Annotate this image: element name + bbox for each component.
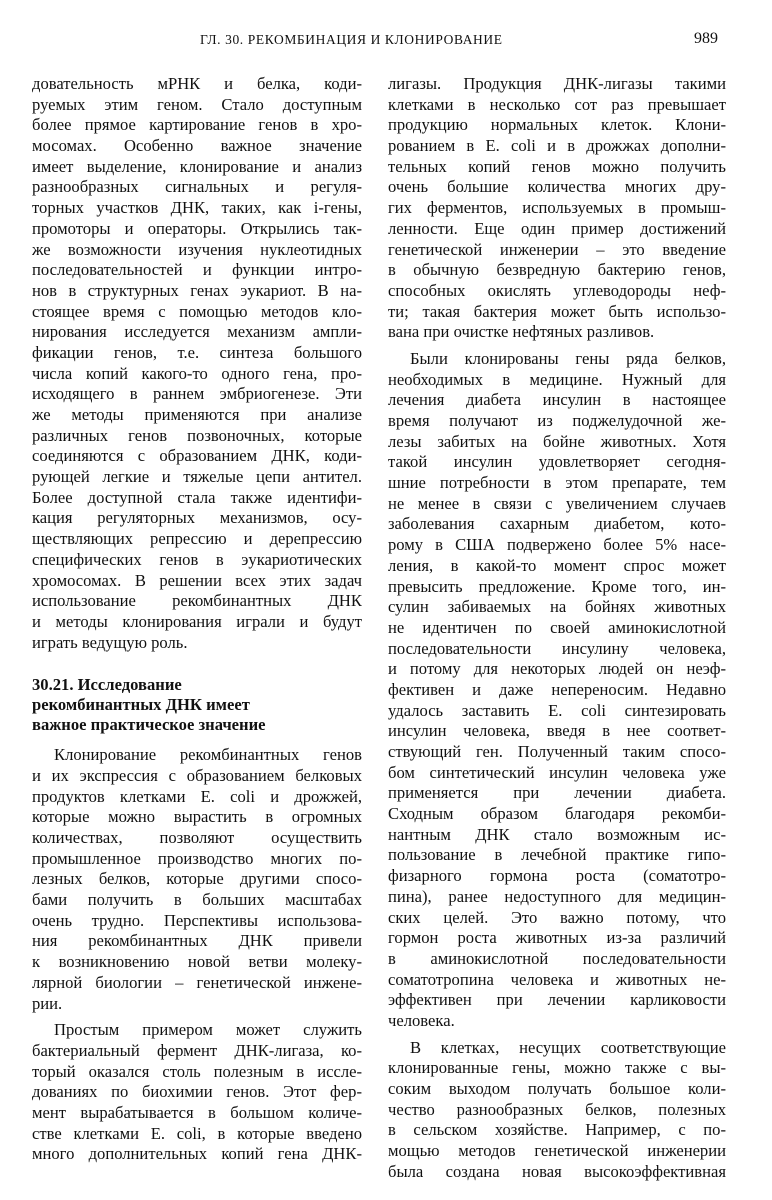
section-heading — [32, 675, 362, 735]
text-line: лигазы. Продукция ДНК-лигазы такими — [388, 74, 726, 93]
text-line: же возможности изучения нуклеотидных — [32, 239, 362, 259]
text-line: стве клетками E. coli, в которые введено — [32, 1123, 362, 1143]
text-line: Более доступной стала также идентифи- — [32, 487, 362, 507]
text-line: последовательности инсулину человека, — [388, 638, 726, 658]
text-line: бом синтетический инсулин человека уже — [388, 762, 726, 782]
text-line: числа копий какого-то одного гена, про- — [32, 363, 362, 383]
text-line: время получают из поджелудочной же- — [388, 411, 726, 430]
text-line: и их экспрессия с образованием белковых — [32, 765, 362, 785]
text-line: сулин забиваемых на бойнях животных — [388, 597, 726, 617]
text-line: мощью методов генетической инженерии — [388, 1141, 726, 1161]
text-line: разнообразных сигнальных и регуля- — [32, 177, 362, 197]
text-line: специфических генов в эукариотических — [32, 549, 362, 569]
text-line: играть ведущую роль. — [32, 632, 188, 652]
text-line: рованием в E. coli и в дрожжах дополни- — [388, 136, 726, 156]
right-paragraph-1 — [388, 74, 726, 343]
text-line: торый оказался столь полезным в иссле- — [32, 1061, 362, 1081]
text-line: лечения диабета инсулин в настоящее — [388, 390, 726, 410]
text-line: и потому для некоторых людей он неэф- — [388, 659, 726, 679]
text-line: же методы применяются при анализе — [32, 405, 362, 424]
text-line: различных генов позвоночных, которые — [32, 425, 362, 445]
text-line: вана при очистке нефтяных разливов. — [388, 322, 655, 342]
text-line: такой инсулин удовлетворяет сегодня- — [388, 452, 726, 472]
text-line: торных участков ДНК, таких, как i-гены, — [32, 198, 362, 218]
text-line: имеет выделение, клонирование и анализ — [32, 156, 362, 176]
text-line: использование рекомбинантных ДНК — [32, 591, 362, 611]
text-line: генетической инженерии – это введение — [388, 239, 726, 259]
text-line: рому в США подвержено более 5% насе- — [388, 535, 726, 555]
text-line: бами получить в больших масштабах — [32, 890, 362, 910]
text-line: продукцию нормальных клеток. Клони- — [388, 115, 726, 135]
right-paragraph-2 — [388, 349, 726, 1032]
page-number: 989 — [694, 30, 718, 47]
spacer — [32, 653, 362, 675]
text-line: клетками в несколько сот раз превышает — [388, 94, 726, 114]
text-line: ния рекомбинантных ДНК привели — [32, 931, 362, 951]
text-line: хромосомах. В решении всех этих задач — [32, 570, 362, 590]
text-line: не идентичен по своей аминокислотной — [388, 617, 726, 637]
text-line: соким выходом получать большое коли- — [388, 1079, 726, 1098]
text-line: ти; такая бактерия может быть использо- — [388, 301, 726, 321]
text-line: количествах, позволяют осуществить — [32, 828, 362, 847]
text-line: соединяются с образованием ДНК, коди- — [32, 446, 362, 466]
text-line: нирования исследуется механизм ампли- — [32, 322, 362, 342]
text-line: лезы забитых на бойне животных. Хотя — [388, 431, 726, 451]
text-line: более прямое картирование генов в хро- — [32, 115, 362, 135]
text-line: рующей легкие и тяжелые цепи антител. — [32, 467, 362, 487]
text-line: В клетках, несущих соответствующие — [410, 1037, 726, 1057]
text-line: фективен и даже непереносим. Недавно — [388, 679, 726, 699]
text-line: клонированные гены, можно также с вы- — [388, 1058, 726, 1078]
text-line: довательность мРНК и белка, коди- — [32, 74, 362, 93]
text-line: лезных белков, которые другими спосо- — [32, 869, 362, 889]
left-paragraph-3 — [32, 1020, 362, 1165]
text-line: очень трудно. Перспективы использова- — [32, 910, 362, 930]
text-line: стоящее время с помощью методов кло- — [32, 301, 362, 321]
text-line: пользование в лечебной практике гипо- — [388, 845, 726, 865]
text-line: лярной биологии – генетической инжене- — [32, 972, 362, 992]
text-line: много дополнительных копий гена ДНК- — [32, 1144, 362, 1164]
text-line: инсулин человека, введя в нее соответ- — [388, 721, 726, 741]
text-line: ленности. Еще один пример достижений — [388, 218, 726, 238]
text-line: очень большие количества многих дру- — [388, 177, 726, 197]
text-line: Сходным образом благодаря рекомби- — [388, 804, 726, 824]
text-line: дованиях по биохимии генов. Этот фер- — [32, 1082, 362, 1102]
text-line: применяется при лечении диабета. — [388, 783, 726, 803]
text-line: мент вырабатывается в большом количе- — [32, 1102, 362, 1122]
text-line: удалось заставить E. coli синтезировать — [388, 700, 726, 720]
text-line: рекомбинантных ДНК имеет — [32, 695, 250, 715]
text-line: способных окислять углеводороды неф- — [388, 280, 726, 300]
text-line: в обычную безвредную бактерию генов, — [388, 260, 726, 280]
page-header — [0, 32, 772, 54]
text-line: исходящего в раннем эмбриогенезе. Эти — [32, 384, 362, 404]
text-line: эффективен при лечении карликовости — [388, 990, 726, 1010]
text-line: промышленное производство многих по- — [32, 848, 362, 868]
right-column — [388, 74, 726, 1182]
text-line: превысить предложение. Кроме того, ин- — [388, 576, 726, 596]
text-line: продуктов клетками E. coli и дрожжей, — [32, 786, 362, 806]
text-line: которые можно вырастить в огромных — [32, 807, 362, 827]
text-line: руемых этим геном. Стало доступным — [32, 94, 362, 114]
text-line: соматотропина человека и животных не- — [388, 969, 726, 989]
text-line: промоторы и операторы. Открылись так- — [32, 218, 362, 238]
right-paragraph-3 — [388, 1038, 726, 1183]
text-line: в сельском хозяйстве. Например, с по- — [388, 1120, 726, 1140]
text-line: Клонирование рекомбинантных генов — [54, 745, 362, 765]
text-line: последовательностей и функции интро- — [32, 260, 362, 280]
text-line: гих ферментов, используемых в промыш- — [388, 198, 726, 218]
text-line: к возникновению новой ветви молеку- — [32, 952, 362, 972]
text-line: фикации генов, т.е. синтеза большого — [32, 342, 362, 362]
text-line: ствующий ген. Полученный таким спосо- — [388, 742, 726, 761]
left-paragraph-2 — [32, 745, 362, 1014]
text-line: необходимых в медицине. Нужный для — [388, 369, 726, 389]
text-line: шние потребности в этом препарате, тем — [388, 473, 726, 493]
spacer — [32, 735, 362, 745]
text-line: заболевания сахарным диабетом, кото- — [388, 514, 726, 534]
text-line: гормон роста животных из-за различий — [388, 928, 726, 948]
text-line: ских целей. Это важно потому, что — [388, 907, 726, 927]
text-line: в аминокислотной последовательности — [388, 948, 726, 968]
left-paragraph-1 — [32, 74, 362, 653]
text-line: тельных копий генов можно получить — [388, 156, 726, 176]
text-line: Были клонированы гены ряда белков, — [410, 348, 726, 368]
text-line: пина), ранее недоступного для медицин- — [388, 886, 726, 906]
text-line: Простым примером может служить — [54, 1020, 362, 1040]
left-column — [32, 74, 362, 1165]
text-line: ществляющих репрессию и дерепрессию — [32, 529, 362, 549]
text-line: человека. — [388, 1010, 455, 1030]
text-line: нантным ДНК стало возможным ис- — [388, 824, 726, 844]
text-line: была создана новая высокоэффективная — [388, 1161, 726, 1181]
text-line: бактериальный фермент ДНК-лигаза, ко- — [32, 1040, 362, 1060]
text-line: физарного гормона роста (соматотро- — [388, 866, 726, 886]
text-line: мосомах. Особенно важное значение — [32, 136, 362, 156]
text-line: важное практическое значение — [32, 715, 266, 735]
text-line: и методы клонирования играли и будут — [32, 611, 362, 631]
text-line: рии. — [32, 993, 63, 1013]
text-line: кация регуляторных механизмов, осу- — [32, 508, 362, 528]
running-head: ГЛ. 30. РЕКОМБИНАЦИЯ И КЛОНИРОВАНИЕ — [200, 32, 503, 47]
text-line: нов в структурных генах эукариот. В на- — [32, 280, 362, 300]
text-line: чество разнообразных белков, полезных — [388, 1099, 726, 1119]
text-line: ления, в какой-то момент спрос может — [388, 555, 726, 575]
text-line: 30.21. Исследование — [32, 675, 182, 695]
text-line: не менее в связи с увеличением случаев — [388, 493, 726, 513]
